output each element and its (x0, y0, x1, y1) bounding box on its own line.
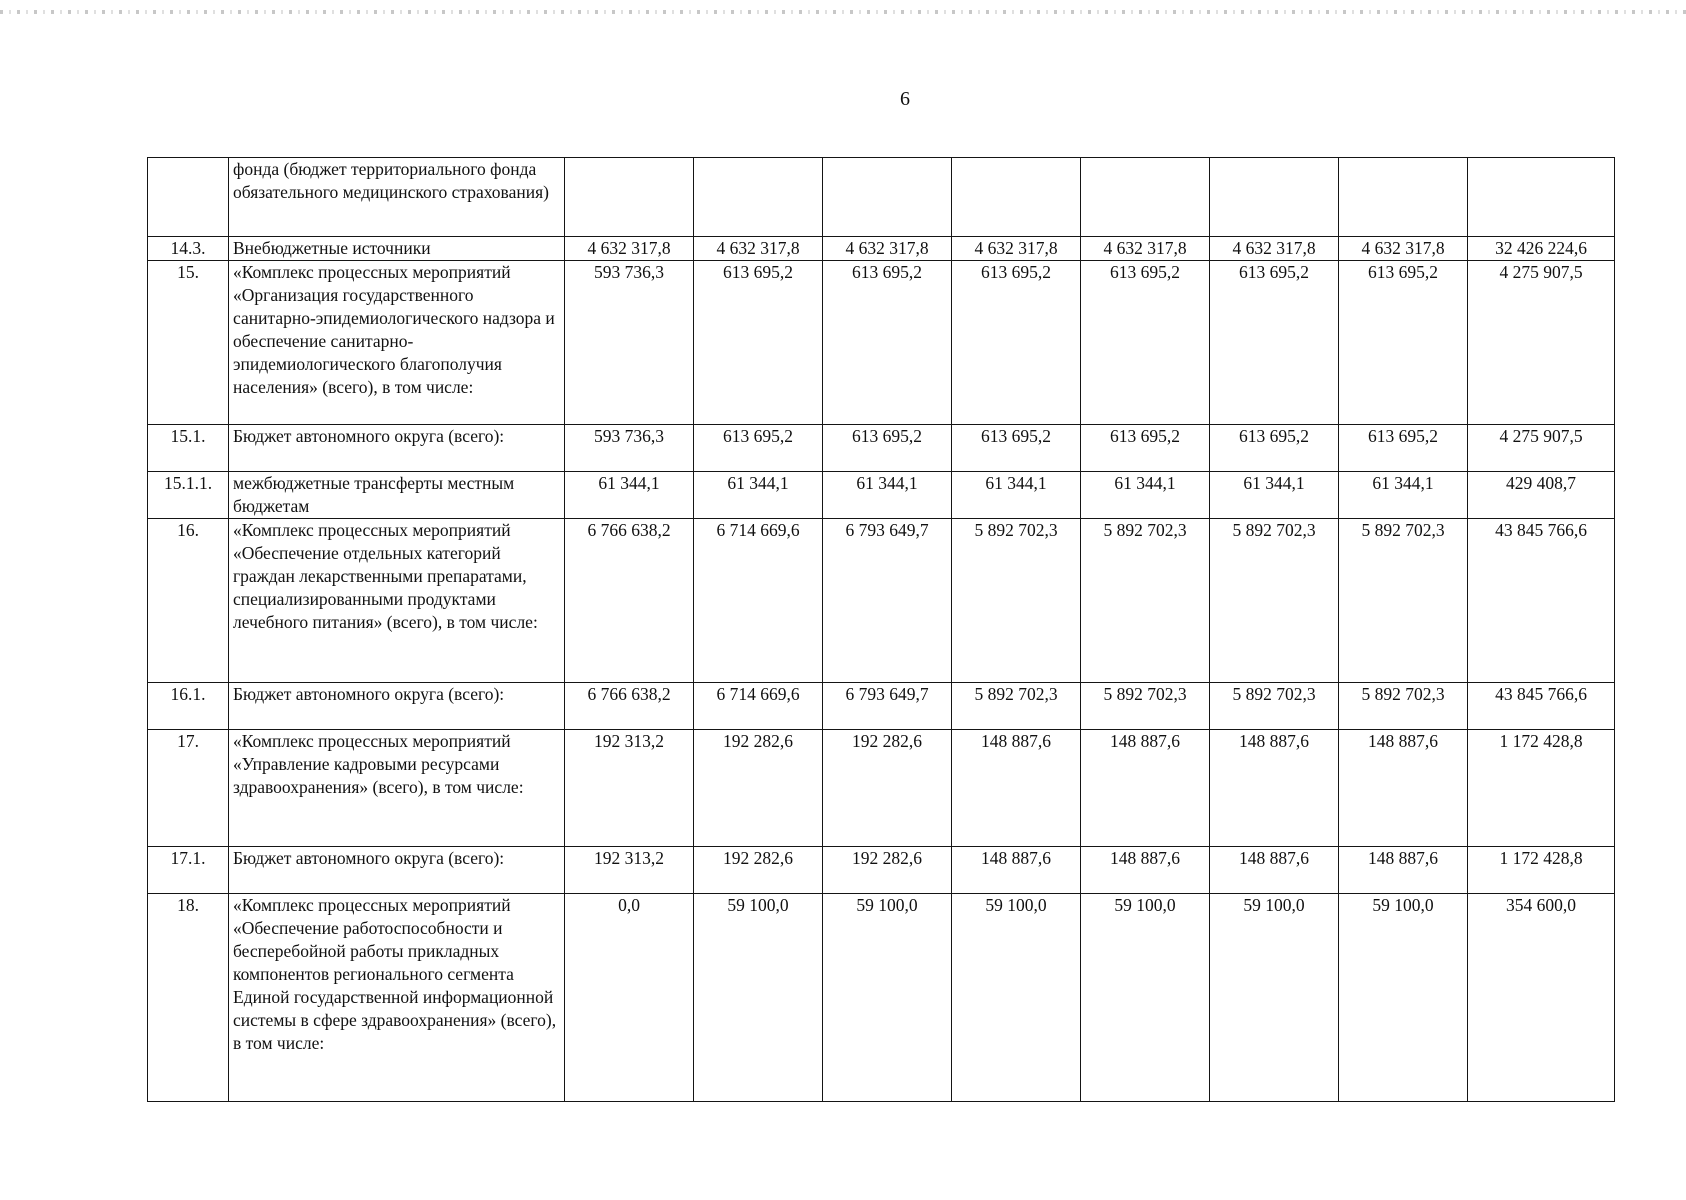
table-row (148, 519, 1615, 683)
year-value-cell: 148 887,6 (1210, 847, 1339, 894)
year-value-cell (1081, 158, 1210, 237)
year-value-cell: 4 632 317,8 (1210, 237, 1339, 261)
row-number-cell: 15.1. (148, 425, 229, 472)
table-row (148, 730, 1615, 847)
total-value-cell: 43 845 766,6 (1468, 519, 1615, 683)
row-description-cell: Бюджет автономного округа (всего): (229, 425, 565, 472)
total-value-cell: 43 845 766,6 (1468, 683, 1615, 730)
year-value-cell: 593 736,3 (565, 261, 694, 425)
year-value-cell: 613 695,2 (823, 261, 952, 425)
year-value-cell: 148 887,6 (1081, 730, 1210, 847)
row-number-cell: 16. (148, 519, 229, 683)
year-value-cell: 613 695,2 (952, 261, 1081, 425)
year-value-cell: 4 632 317,8 (1339, 237, 1468, 261)
table-body (148, 158, 1615, 1102)
row-number-cell: 15. (148, 261, 229, 425)
year-value-cell: 6 714 669,6 (694, 683, 823, 730)
year-value-cell (1339, 158, 1468, 237)
row-description-cell: «Комплекс процессных мероприятий «Обеспечение отдельных категорий граждан лекарственными препаратами, специализированными продуктами лечебного питания» (всего), в том числе: (229, 519, 565, 683)
total-value-cell (1468, 158, 1615, 237)
table-row (148, 847, 1615, 894)
year-value-cell: 5 892 702,3 (1210, 519, 1339, 683)
year-value-cell: 192 282,6 (694, 847, 823, 894)
row-description-cell: Внебюджетные источники (229, 237, 565, 261)
year-value-cell: 5 892 702,3 (1081, 683, 1210, 730)
year-value-cell: 5 892 702,3 (1339, 519, 1468, 683)
year-value-cell: 148 887,6 (1210, 730, 1339, 847)
year-value-cell: 613 695,2 (1210, 425, 1339, 472)
year-value-cell: 192 282,6 (823, 730, 952, 847)
row-description-cell: «Комплекс процессных мероприятий «Управление кадровыми ресурсами здравоохранения» (всего), в том числе: (229, 730, 565, 847)
year-value-cell: 192 282,6 (694, 730, 823, 847)
year-value-cell: 61 344,1 (1339, 472, 1468, 519)
year-value-cell (823, 158, 952, 237)
total-value-cell: 4 275 907,5 (1468, 425, 1615, 472)
year-value-cell: 6 793 649,7 (823, 519, 952, 683)
year-value-cell (1210, 158, 1339, 237)
year-value-cell: 5 892 702,3 (952, 683, 1081, 730)
year-value-cell: 6 766 638,2 (565, 519, 694, 683)
year-value-cell: 148 887,6 (1339, 847, 1468, 894)
year-value-cell: 4 632 317,8 (1081, 237, 1210, 261)
row-description-cell: «Комплекс процессных мероприятий «Организация государственного санитарно-эпидемиологического надзора и обеспечение санитарно-эпидемиологического благополучия населения» (всего), в том числе: (229, 261, 565, 425)
table-row (148, 237, 1615, 261)
year-value-cell: 613 695,2 (1339, 261, 1468, 425)
year-value-cell (952, 158, 1081, 237)
year-value-cell (694, 158, 823, 237)
row-description-cell: Бюджет автономного округа (всего): (229, 683, 565, 730)
row-description-cell: фонда (бюджет территориального фонда обязательного медицинского страхования) (229, 158, 565, 237)
year-value-cell: 613 695,2 (1081, 425, 1210, 472)
row-number-cell (148, 158, 229, 237)
year-value-cell: 148 887,6 (952, 730, 1081, 847)
table-row (148, 261, 1615, 425)
year-value-cell: 5 892 702,3 (1081, 519, 1210, 683)
total-value-cell: 1 172 428,8 (1468, 730, 1615, 847)
row-number-cell: 14.3. (148, 237, 229, 261)
row-number-cell: 18. (148, 894, 229, 1102)
year-value-cell: 5 892 702,3 (1339, 683, 1468, 730)
year-value-cell: 6 714 669,6 (694, 519, 823, 683)
row-number-cell: 15.1.1. (148, 472, 229, 519)
year-value-cell: 148 887,6 (952, 847, 1081, 894)
year-value-cell: 613 695,2 (694, 425, 823, 472)
year-value-cell: 61 344,1 (1081, 472, 1210, 519)
table-row (148, 894, 1615, 1102)
total-value-cell: 32 426 224,6 (1468, 237, 1615, 261)
total-value-cell: 429 408,7 (1468, 472, 1615, 519)
year-value-cell: 4 632 317,8 (823, 237, 952, 261)
row-number-cell: 17.1. (148, 847, 229, 894)
scan-edge-artifact (0, 10, 1686, 14)
year-value-cell: 192 313,2 (565, 847, 694, 894)
year-value-cell: 61 344,1 (823, 472, 952, 519)
year-value-cell: 4 632 317,8 (952, 237, 1081, 261)
year-value-cell: 613 695,2 (1210, 261, 1339, 425)
year-value-cell: 59 100,0 (1210, 894, 1339, 1102)
year-value-cell: 59 100,0 (823, 894, 952, 1102)
year-value-cell (565, 158, 694, 237)
year-value-cell: 613 695,2 (1339, 425, 1468, 472)
year-value-cell: 613 695,2 (1081, 261, 1210, 425)
page-number: 6 (900, 88, 910, 110)
budget-table (147, 157, 1615, 1102)
row-number-cell: 17. (148, 730, 229, 847)
year-value-cell: 4 632 317,8 (565, 237, 694, 261)
year-value-cell: 613 695,2 (694, 261, 823, 425)
year-value-cell: 61 344,1 (952, 472, 1081, 519)
year-value-cell: 613 695,2 (823, 425, 952, 472)
row-description-cell: межбюджетные трансферты местным бюджетам (229, 472, 565, 519)
year-value-cell: 6 766 638,2 (565, 683, 694, 730)
year-value-cell: 61 344,1 (694, 472, 823, 519)
year-value-cell: 593 736,3 (565, 425, 694, 472)
year-value-cell: 192 282,6 (823, 847, 952, 894)
year-value-cell: 6 793 649,7 (823, 683, 952, 730)
row-description-cell: «Комплекс процессных мероприятий «Обеспечение работоспособности и бесперебойной работы прикладных компонентов регионального сегмента Единой государственной информационной системы в сфере здравоохранения» (всего), в том числе: (229, 894, 565, 1102)
year-value-cell: 59 100,0 (1081, 894, 1210, 1102)
year-value-cell: 59 100,0 (1339, 894, 1468, 1102)
year-value-cell: 61 344,1 (1210, 472, 1339, 519)
table-row (148, 425, 1615, 472)
row-number-cell: 16.1. (148, 683, 229, 730)
year-value-cell: 148 887,6 (1081, 847, 1210, 894)
year-value-cell: 148 887,6 (1339, 730, 1468, 847)
year-value-cell: 0,0 (565, 894, 694, 1102)
total-value-cell: 1 172 428,8 (1468, 847, 1615, 894)
year-value-cell: 4 632 317,8 (694, 237, 823, 261)
year-value-cell: 59 100,0 (694, 894, 823, 1102)
year-value-cell: 613 695,2 (952, 425, 1081, 472)
total-value-cell: 354 600,0 (1468, 894, 1615, 1102)
year-value-cell: 61 344,1 (565, 472, 694, 519)
table-row (148, 472, 1615, 519)
row-description-cell: Бюджет автономного округа (всего): (229, 847, 565, 894)
table-row (148, 158, 1615, 237)
table-row (148, 683, 1615, 730)
year-value-cell: 192 313,2 (565, 730, 694, 847)
total-value-cell: 4 275 907,5 (1468, 261, 1615, 425)
year-value-cell: 5 892 702,3 (1210, 683, 1339, 730)
year-value-cell: 59 100,0 (952, 894, 1081, 1102)
year-value-cell: 5 892 702,3 (952, 519, 1081, 683)
